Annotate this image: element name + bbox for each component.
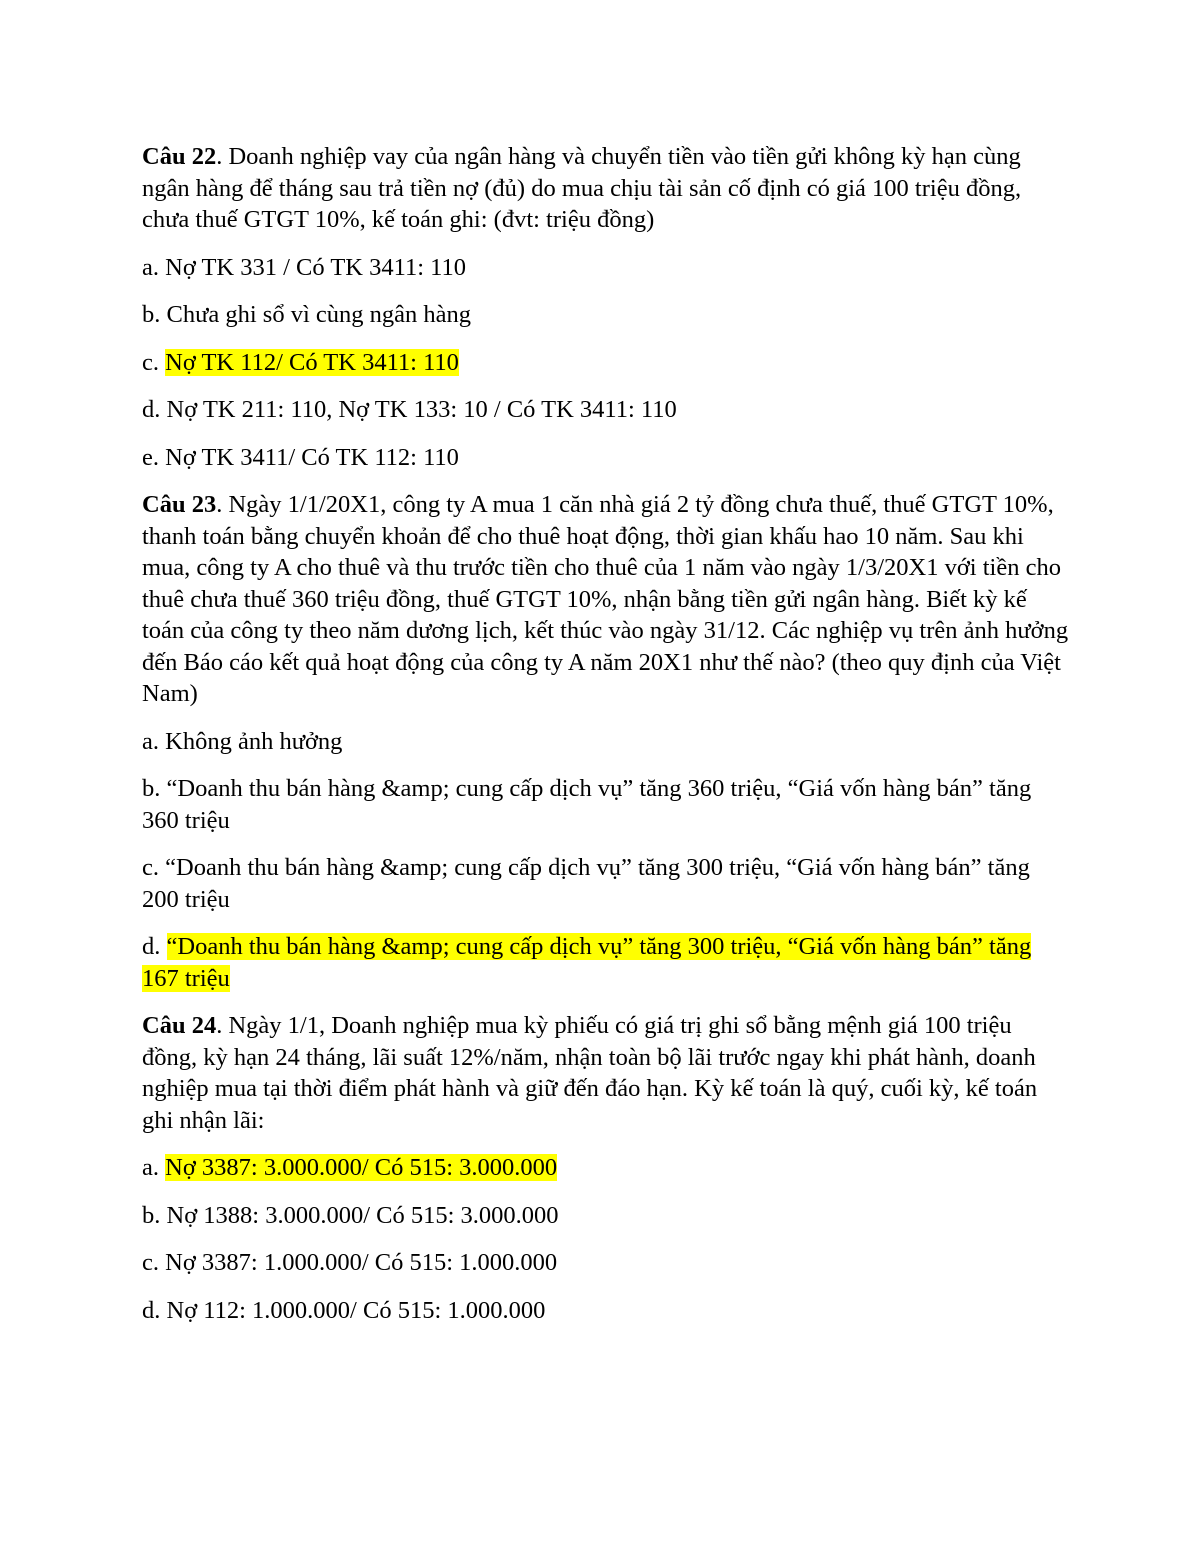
option-23-a: a. Không ảnh hưởng bbox=[142, 727, 343, 755]
option-24-d: d. Nợ 112: 1.000.000/ Có 515: 1.000.000 bbox=[142, 1296, 546, 1324]
option-text: Nợ TK 331 / Có TK 3411: 110 bbox=[165, 253, 466, 281]
option-text: Nợ 3387: 1.000.000/ Có 515: 1.000.000 bbox=[165, 1249, 558, 1276]
option-text: “Doanh thu bán hàng &amp; cung cấp dịch vụ” tăng 360 triệu, “Giá vốn hàng bán” tăng 360 triệu bbox=[142, 775, 1032, 834]
question-label: Câu 23 bbox=[142, 491, 217, 518]
question-label: Câu 24 bbox=[142, 1012, 217, 1039]
question-text: . Ngày 1/1/20X1, công ty A mua 1 căn nhà giá 2 tỷ đồng chưa thuế, thuế GTGT 10%, thanh toán bằng chuyển khoản để cho thuê hoạt động, thời gian khấu hao 10 năm. Sau khi mua, công ty A cho thuê và thu trước tiền cho thuê của 1 năm vào ngày 1/3/20X1 với tiền cho thuê chưa thuế 360 triệu đồng, thuế GTGT 10%, nhận bằng tiền gửi ngân hàng. Biết kỳ kế toán của công ty theo năm dương lịch, kết thúc vào ngày 31/12. Các nghiệp vụ trên ảnh hưởng đến Báo cáo kết quả hoạt động của công ty A năm 20X1 như thế nào? (theo quy định của Việt Nam) bbox=[142, 491, 1069, 707]
question-23 bbox=[142, 489, 1072, 710]
highlighted-answer: Nợ TK 112/ Có TK 3411: 110 bbox=[165, 348, 459, 376]
option-22-c: c. Nợ TK 112/ Có TK 3411: 110 bbox=[142, 348, 459, 376]
highlighted-answer: Nợ 3387: 3.000.000/ Có 515: 3.000.000 bbox=[165, 1154, 558, 1181]
option-text: “Doanh thu bán hàng &amp; cung cấp dịch vụ” tăng 300 triệu, “Giá vốn hàng bán” tăng 200 triệu bbox=[142, 854, 1030, 913]
option-22-a: a. Nợ TK 331 / Có TK 3411: 110 bbox=[142, 253, 466, 281]
option-22-e: e. Nợ TK 3411/ Có TK 112: 110 bbox=[142, 443, 459, 471]
question-22 bbox=[142, 141, 1072, 236]
option-23-b: b. “Doanh thu bán hàng &amp; cung cấp dịch vụ” tăng 360 triệu, “Giá vốn hàng bán” tăng 360 triệu bbox=[142, 775, 1032, 834]
option-22-b: b. Chưa ghi sổ vì cùng ngân hàng bbox=[142, 301, 472, 328]
question-24 bbox=[142, 1010, 1072, 1136]
option-text: Nợ TK 211: 110, Nợ TK 133: 10 / Có TK 3411: 110 bbox=[166, 396, 677, 423]
question-text: . Doanh nghiệp vay của ngân hàng và chuyển tiền vào tiền gửi không kỳ hạn cùng ngân hàng để tháng sau trả tiền nợ (đủ) do mua chịu tài sản cố định có giá 100 triệu đồng, chưa thuế GTGT 10%, kế toán ghi: (đvt: triệu đồng) bbox=[142, 143, 1022, 233]
option-text: Nợ TK 3411/ Có TK 112: 110 bbox=[165, 443, 459, 471]
highlighted-answer: “Doanh thu bán hàng &amp; cung cấp dịch vụ” tăng 300 triệu, “Giá vốn hàng bán” tăng 167 triệu bbox=[142, 933, 1032, 992]
option-text: Nợ 112: 1.000.000/ Có 515: 1.000.000 bbox=[166, 1296, 546, 1324]
document-page bbox=[142, 141, 1072, 1342]
option-text: Không ảnh hưởng bbox=[165, 727, 343, 755]
option-text: Nợ 1388: 3.000.000/ Có 515: 3.000.000 bbox=[166, 1201, 559, 1229]
option-23-c: c. “Doanh thu bán hàng &amp; cung cấp dịch vụ” tăng 300 triệu, “Giá vốn hàng bán” tăng 200 triệu bbox=[142, 854, 1030, 913]
question-label: Câu 22 bbox=[142, 143, 217, 170]
option-24-a: a. Nợ 3387: 3.000.000/ Có 515: 3.000.000 bbox=[142, 1154, 558, 1181]
question-text: . Ngày 1/1, Doanh nghiệp mua kỳ phiếu có giá trị ghi sổ bằng mệnh giá 100 triệu đồng, kỳ hạn 24 tháng, lãi suất 12%/năm, nhận toàn bộ lãi trước ngay khi phát hành, doanh nghiệp mua tại thời điểm phát hành và giữ đến đáo hạn. Kỳ kế toán là quý, cuối kỳ, kế toán ghi nhận lãi: bbox=[142, 1012, 1038, 1134]
option-22-d: d. Nợ TK 211: 110, Nợ TK 133: 10 / Có TK 3411: 110 bbox=[142, 396, 677, 423]
option-24-c: c. Nợ 3387: 1.000.000/ Có 515: 1.000.000 bbox=[142, 1249, 558, 1276]
option-24-b: b. Nợ 1388: 3.000.000/ Có 515: 3.000.000 bbox=[142, 1201, 559, 1229]
option-23-d: d. “Doanh thu bán hàng &amp; cung cấp dịch vụ” tăng 300 triệu, “Giá vốn hàng bán” tăng 167 triệu bbox=[142, 933, 1032, 992]
option-text: Chưa ghi sổ vì cùng ngân hàng bbox=[166, 301, 472, 328]
